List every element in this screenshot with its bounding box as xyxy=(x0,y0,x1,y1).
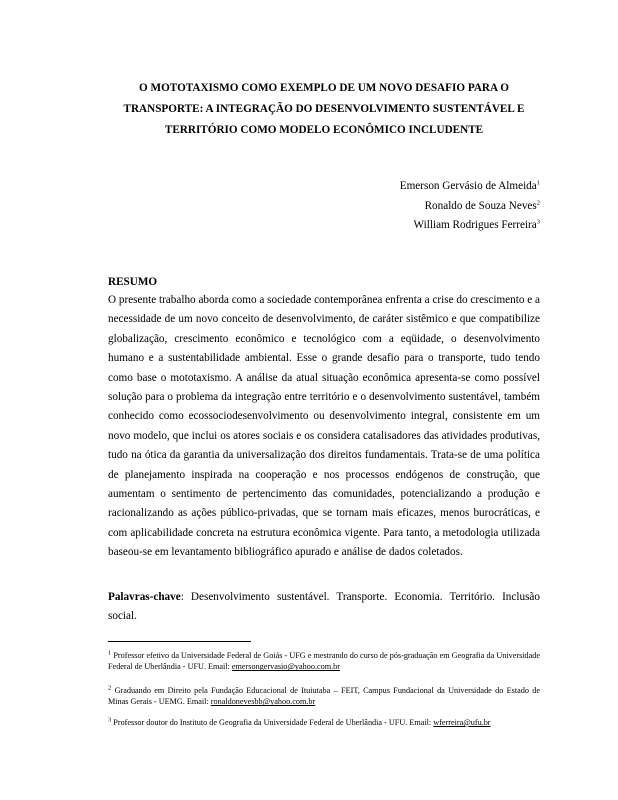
author-name: Emerson Gervásio de Almeida xyxy=(399,180,537,192)
footnote xyxy=(108,650,540,673)
footnote-text: Professor doutor do Instituto de Geografia da Universidade Federal de Uberlândia - UFU. Email: xyxy=(111,718,434,727)
paper-title: O MOTOTAXISMO COMO EXEMPLO DE UM NOVO DESAFIO PARA O TRANSPORTE: A INTEGRAÇÃO DO DESENVOLVIMENTO SUSTENTÁVEL E TERRITÓRIO COMO MODELO ECONÔMICO INCLUDENTE xyxy=(123,82,525,136)
footnote-text: Professor efetivo da Universidade Federal de Goiás - UFG e mestrando do curso de pós-graduação em Geografia da Universidade Federal de Uberlândia - UFU. Email: xyxy=(108,651,540,672)
author-name: William Rodrigues Ferreira xyxy=(413,219,537,232)
email-link[interactable]: wferreira@ufu.br xyxy=(433,718,491,727)
author-line xyxy=(400,197,540,217)
author-footnote-mark: 1 xyxy=(536,179,540,187)
keywords-text: : Desenvolvimento sustentável. Transporte. Economia. Território. Inclusão social. xyxy=(108,591,540,623)
keywords xyxy=(108,588,540,627)
author-line xyxy=(400,216,540,236)
footnote xyxy=(108,717,540,728)
author-footnote-mark: 2 xyxy=(536,198,540,206)
footnote-separator xyxy=(108,641,251,642)
footnote-text: Graduando em Direito pela Fundação Educacional de Ituiutaba – FEIT, Campus Fundacional da Universidade do Estado de Minas Gerais - UEMG. Email: xyxy=(108,686,540,707)
email-link[interactable]: ronaldonevesbb@yahoo.com.br xyxy=(210,697,316,707)
author-list xyxy=(400,177,540,236)
author-footnote-mark: 3 xyxy=(536,218,540,226)
keywords-label: Palavras-chave xyxy=(108,591,181,603)
author-name: Ronaldo de Souza Neves xyxy=(424,199,537,212)
author-line xyxy=(400,177,540,197)
email-link[interactable]: emersongervasio@yahoo.com.br xyxy=(231,662,340,672)
footnote-mark: 3 xyxy=(108,716,112,724)
abstract-heading: RESUMO xyxy=(108,276,158,288)
footnote-mark: 2 xyxy=(108,684,112,692)
abstract-body: O presente trabalho aborda como a sociedade contemporânea enfrenta a crise do crescimento e a necessidade de um novo conceito de desenvolvimento, de caráter sistêmico e que compatibilize globalização, crescimento econômico e tecnológico com a eqüidade, o desenvolvimento humano e a sustentabilidade ambiental. Esse o grande desafio para o transporte, tudo tendo como base o mototaxismo. A análise da atual situação econômica apresenta-se como possível solução para o problema da integração entre território e o desenvolvimento sustentável, também conhecido como ecossociodesenvolvimento ou desenvolvimento integral, consistente em um novo modelo, que inclui os atores sociais e os considera catalisadores das atividades produtivas, tudo na ótica da garantia da universalização dos direitos fundamentais. Trata-se de uma política de planejamento inspirada na cooperação e nos processos endógenos de construção, que aumentam o sentimento de pertencimento das comunidades, potencializando a produção e racionalizando as ações público-privadas, que se tornam mais eficazes, menos burocráticas, e com aplicabilidade concreta na estrutura econômica vigente. Para tanto, a metodologia utilizada baseou-se em levantamento bibliográfico apurado e análise de dados coletados. xyxy=(108,294,540,559)
footnote xyxy=(108,685,540,708)
footnote-mark: 1 xyxy=(108,649,112,657)
